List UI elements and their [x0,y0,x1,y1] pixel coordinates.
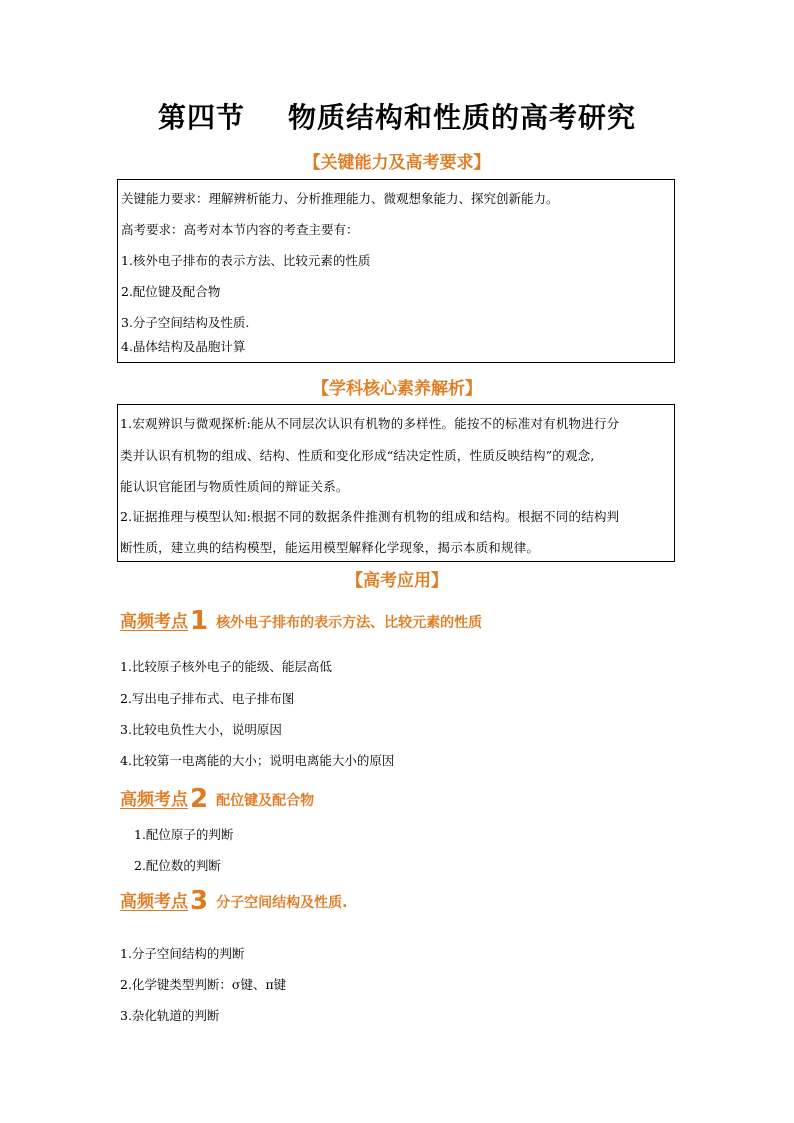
application-header: 【高考应用】 [346,571,448,591]
literacy-header: 【学科核心素养解析】 [312,379,482,399]
key-point-2-item: 1.配位原子的判断 [134,827,234,842]
literacy-line: 类并认识有机物的组成、结构、性质和变化形成“结决定性质，性质反映结构”的观念, [120,448,595,463]
key-point-2-heading [120,784,314,814]
key-ability-line: 3.分子空间结构及性质. [121,315,250,330]
key-point-3-heading [120,886,347,916]
key-point-number: 2 [190,784,209,814]
key-point-number: 1 [190,606,209,636]
key-ability-header: 【关键能力及高考要求】 [303,153,491,173]
key-ability-line: 2.配位键及配合物 [121,284,221,299]
key-ability-box [117,179,675,363]
key-point-number: 3 [190,886,209,916]
key-point-3-item: 1.分子空间结构的判断 [120,946,245,961]
literacy-line: 能认识官能团与物质性质间的辩证关系。 [120,479,349,494]
key-point-1-item: 2.写出电子排布式、电子排布图 [120,691,295,706]
key-point-1-item: 3.比较电负性大小，说明原因 [120,722,282,737]
key-point-desc: 配位键及配合物 [216,793,315,809]
key-point-desc: 核外电子排布的表示方法、比较元素的性质 [216,615,483,631]
literacy-line: 2.证据推理与模型认知:根据不同的数据条件推测有机物的组成和结构。根据不同的结构判 [120,509,620,524]
literacy-box [117,404,675,562]
key-point-label: 高频考点 [120,612,188,632]
key-point-1-item: 4.比较第一电离能的大小；说明电离能大小的原因 [120,753,395,768]
literacy-line: 断性质，建立典的结构模型，能运用模型解释化学现象，揭示本质和规律。 [120,540,540,555]
key-point-desc: 分子空间结构及性质. [216,895,348,911]
page-title: 第四节 物质结构和性质的高考研究 [158,101,636,134]
key-point-3-item: 3.杂化轨道的判断 [120,1008,220,1023]
key-point-1-heading [120,606,482,636]
literacy-line: 1.宏观辨识与微观探析:能从不同层次认识有机物的多样性。能按不的标准对有机物进行分 [120,416,620,431]
key-ability-line: 高考要求：高考对本节内容的考查主要有： [121,222,359,237]
key-point-3-item: 2.化学键类型判断：σ键、π键 [120,977,287,992]
key-ability-line: 关键能力要求：理解辨析能力、分析推理能力、微观想象能力、探究创新能力。 [121,191,559,206]
key-point-label: 高频考点 [120,790,188,810]
key-ability-line: 1.核外电子排布的表示方法、比较元素的性质 [121,253,371,268]
key-point-2-item: 2.配位数的判断 [134,858,221,873]
key-point-1-item: 1.比较原子核外电子的能级、能层高低 [120,659,332,674]
key-point-label: 高频考点 [120,892,188,912]
key-ability-line: 4.晶体结构及晶胞计算 [121,339,246,354]
